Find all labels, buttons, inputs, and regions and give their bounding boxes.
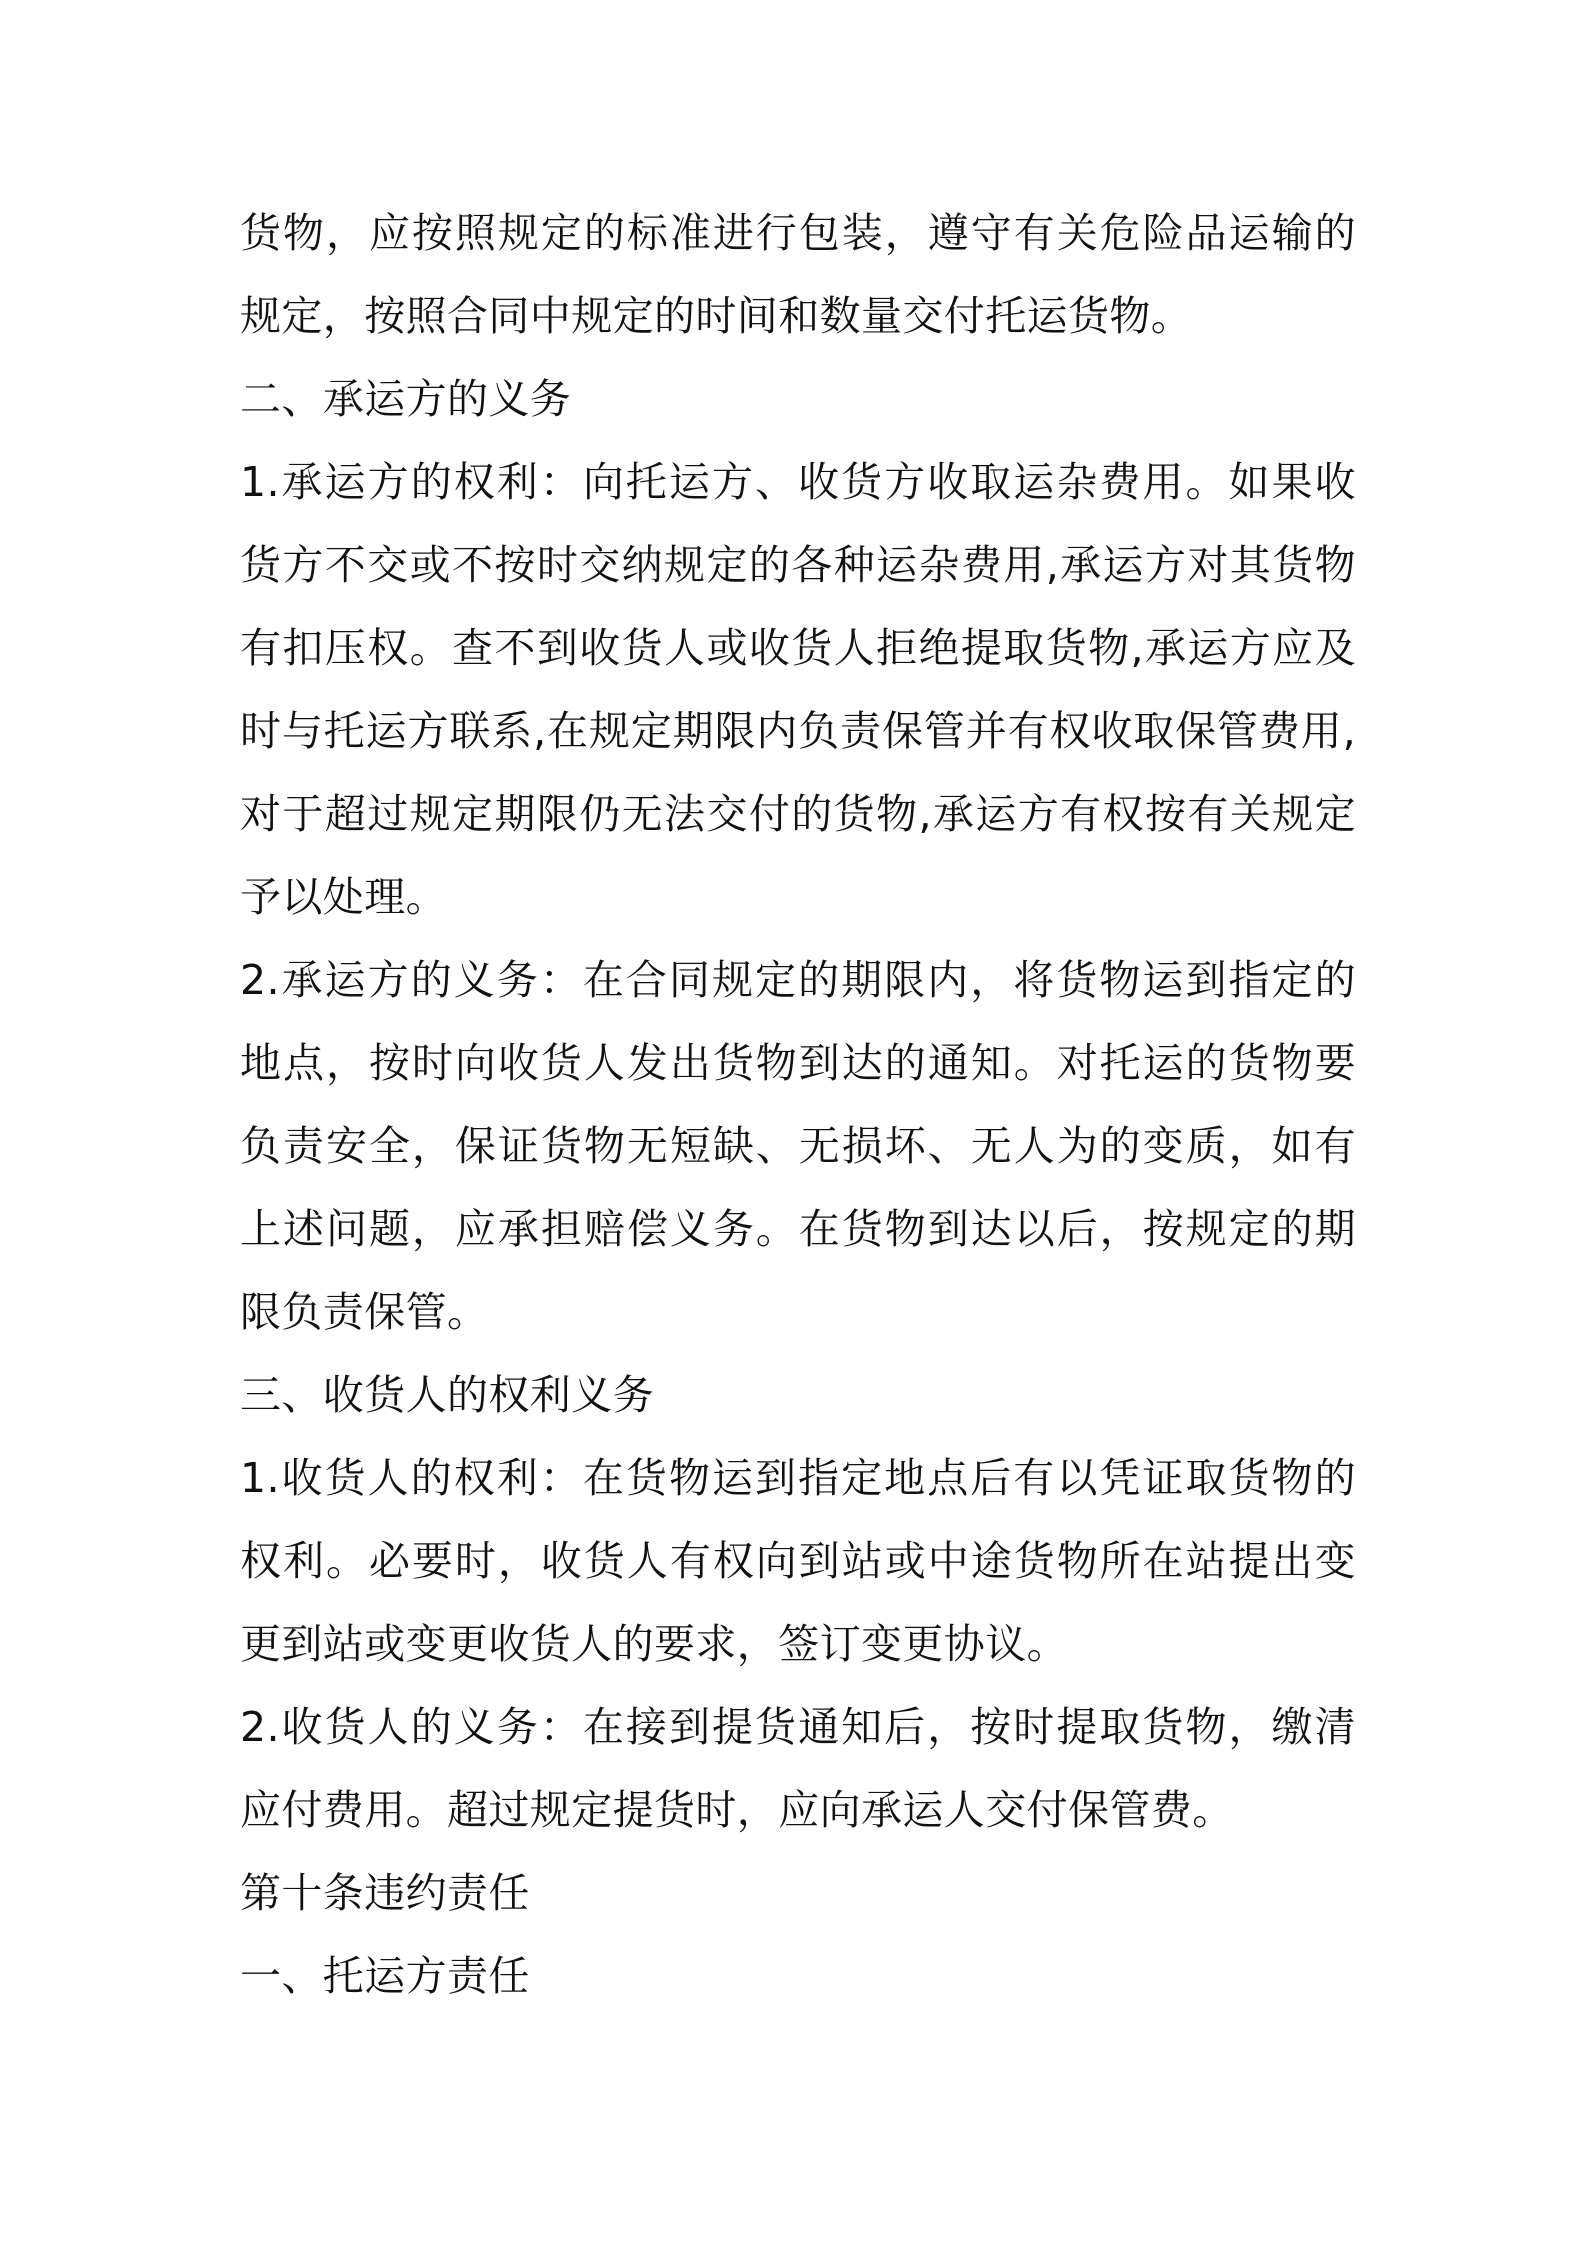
document-body xyxy=(240,192,1356,2018)
heading-article-ten-liability: 第十条违约责任 xyxy=(240,1869,530,1917)
heading-consignee-rights-duties: 三、收货人的权利义务 xyxy=(240,1371,654,1419)
paragraph-carrier-rights: 1.承运方的权利：向托运方、收货方收取运杂费用。如果收货方不交或不按时交纳规定的各种运杂费用,承运方对其货物有扣压权。查不到收货人或收货人拒绝提取货物,承运方应及时与托运方联系,在规定期限内负责保管并有权收取保管费用,对于超过规定期限仍无法交付的货物,承运方有权按有关规定予以处理。 xyxy=(240,458,1356,921)
paragraph-carrier-duties: 2.承运方的义务：在合同规定的期限内，将货物运到指定的地点，按时向收货人发出货物到达的通知。对托运的货物要负责安全，保证货物无短缺、无损坏、无人为的变质，如有上述问题，应承担赔偿义务。在货物到达以后，按规定的期限负责保管。 xyxy=(240,956,1356,1336)
paragraph-cargo-packaging: 货物，应按照规定的标准进行包装，遵守有关危险品运输的规定，按照合同中规定的时间和数量交付托运货物。 xyxy=(240,209,1356,340)
paragraph-consignee-duties: 2.收货人的义务：在接到提货通知后，按时提取货物，缴清应付费用。超过规定提货时，应向承运人交付保管费。 xyxy=(240,1703,1356,1834)
heading-carrier-obligations: 二、承运方的义务 xyxy=(240,375,572,423)
heading-shipper-liability: 一、托运方责任 xyxy=(240,1952,530,2000)
paragraph-consignee-rights: 1.收货人的权利：在货物运到指定地点后有以凭证取货物的权利。必要时，收货人有权向到站或中途货物所在站提出变更到站或变更收货人的要求，签订变更协议。 xyxy=(240,1454,1356,1668)
